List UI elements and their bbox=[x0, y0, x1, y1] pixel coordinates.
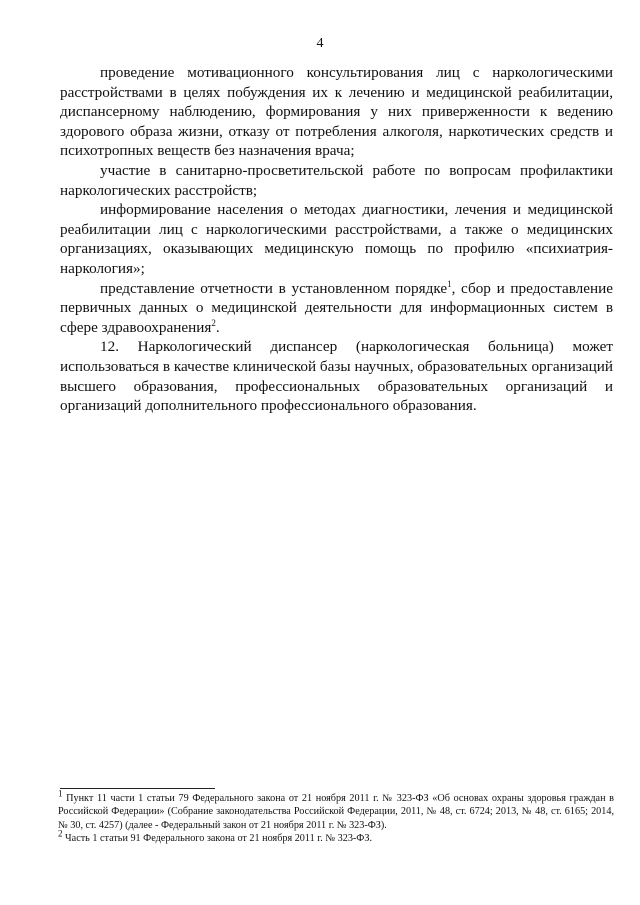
footnotes bbox=[58, 788, 614, 846]
reporting-text-part1: представление отчетности в установленном порядке bbox=[100, 279, 448, 297]
footnote-mark-2: 2 bbox=[58, 828, 63, 839]
paragraph-item-12: 12. Наркологический диспансер (наркологическая больница) может использоваться в качестве клинической базы научных, образовательных организаций высшего образования, профессиональных образовательных организаций и организаций дополнительного профессионального образования. bbox=[60, 338, 613, 415]
footnote-1 bbox=[58, 788, 614, 832]
footnote-1-text: Пункт 11 части 1 статьи 79 Федерального закона от 21 ноября 2011 г. № 323-ФЗ «Об основах охраны здоровья граждан в Российской Федерации» (Собрание законодательства Российской Федерации, 2011, № 48, ст. 6724; 2013, № 48, ст. 6165; 2014, № 30, ст. 4257) (далее - Федеральный закон от 21 ноября 2011 г. № 323-ФЗ). bbox=[58, 793, 614, 831]
footnote-separator bbox=[60, 788, 215, 789]
footnote-ref-1: 1 bbox=[447, 278, 452, 289]
reporting-text-part3: . bbox=[215, 318, 220, 336]
reporting-text-part2: , сбор и предоставление первичных данных о медицинской деятельности для информационных систем в сфере здравоохранения bbox=[60, 279, 613, 336]
footnote-2-text: Часть 1 статьи 91 Федерального закона от 21 ноября 2011 г. № 323-ФЗ. bbox=[62, 833, 373, 845]
paragraph-public-informing: информирование населения о методах диагностики, лечения и медицинской реабилитации лиц с наркологическими расстройствами, а также о медицинских организациях, оказывающих медицинскую помощь по профилю «психиатрия-наркология»; bbox=[60, 201, 613, 277]
paragraph-motivational-counseling: проведение мотивационного консультирования лиц с наркологическими расстройствами в целях побуждения их к лечению и медицинской реабилитации, диспансерному наблюдению, формирования у них приверженности к ведению здорового образа жизни, отказу от потребления алкоголя, наркотических средств и психотропных веществ без назначения врача; bbox=[60, 64, 613, 160]
body-text bbox=[60, 63, 613, 416]
paragraph-reporting bbox=[60, 279, 613, 338]
footnote-2 bbox=[58, 828, 614, 845]
paragraph-sanitary-education: участие в санитарно-просветительской работе по вопросам профилактики наркологических расстройств; bbox=[60, 161, 613, 199]
footnote-mark-1: 1 bbox=[58, 788, 63, 799]
footnote-ref-2: 2 bbox=[211, 317, 216, 328]
page-number: 4 bbox=[316, 36, 324, 51]
